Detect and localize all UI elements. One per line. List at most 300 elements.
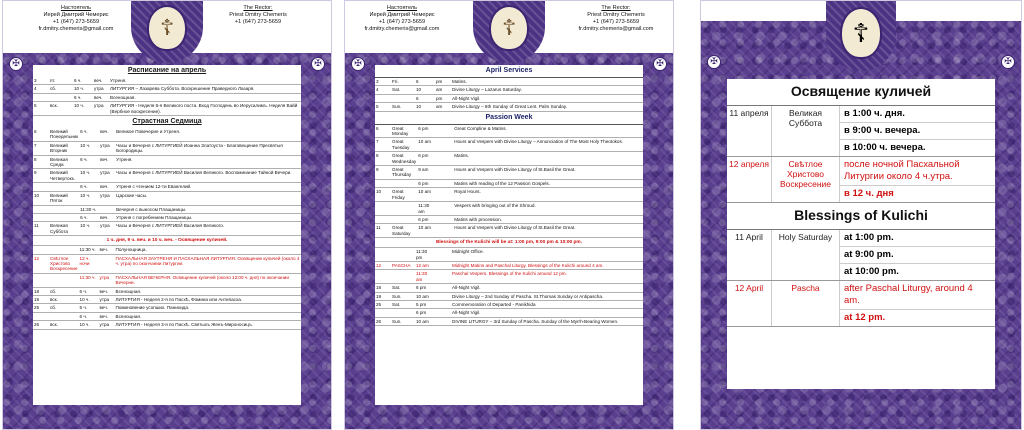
date-cell: 9: [33, 169, 49, 183]
event-cell: Великое Повечерие и Утреня.: [115, 128, 301, 141]
event-cell: Divine Liturgy – Lazarus Saturday.: [451, 86, 643, 94]
period-cell: веч.: [93, 77, 109, 85]
event-cell: DIVINE LITURGY – 3rd Sunday of Pascha. Sunday of the Myrrh-Bearing Women.: [451, 317, 643, 325]
event-cell: Matins with procession.: [453, 215, 643, 223]
date-cell: [375, 309, 391, 317]
weekday-cell: [49, 205, 79, 213]
time-cell: 6 ч.: [79, 128, 99, 141]
table-row: [375, 188, 643, 202]
time-cell: 11:30 pm: [415, 248, 435, 261]
period-cell: [435, 309, 451, 317]
period-cell: [435, 248, 451, 261]
weekday-cell: Великий Пяток: [49, 191, 79, 205]
date-cell: [375, 94, 391, 102]
date-cell: 6: [375, 125, 391, 138]
period-cell: веч.: [99, 312, 115, 320]
time-entry: в 9:00 ч. вечера.: [840, 123, 995, 140]
table-row: [33, 312, 301, 320]
table-row: [375, 103, 643, 111]
header-rector-en: The Rector: Priest Dmitry Chemeris +1 (647) 273-5659 fr.dmitry.chemeris@gmail.com: [578, 5, 654, 32]
weekday-cell: вск.: [49, 102, 73, 116]
table-row: [375, 300, 643, 308]
date-cell: [33, 183, 49, 191]
time-entry: в 10:00 ч. вечера.: [844, 142, 926, 153]
event-cell: Divine Liturgy – 6th Sunday of Great Lent. Palm Sunday.: [451, 103, 643, 111]
table-row: [375, 152, 643, 166]
cross-icon: ✠: [311, 57, 325, 71]
table-row: [375, 261, 643, 269]
time-entry: в 12 ч. дня: [844, 188, 894, 199]
time-cell: 6 pm: [415, 309, 435, 317]
event-cell: ЛИТУРГИЯ - Неделя 3-я по Пасхѣ. Святыхъ Женъ-Мироносицъ.: [115, 321, 301, 329]
event-cell: Вечерня с выносом Плащаницы.: [115, 205, 301, 213]
weekday-cell: пт.: [49, 77, 73, 85]
event-cell: Royal Hours.: [453, 188, 643, 202]
time-cell: 10 ч.: [79, 169, 99, 183]
table-row: [375, 138, 643, 152]
weekday-cell: Sun.: [391, 292, 415, 300]
easter-table: [375, 248, 643, 326]
date-cell: 5: [375, 103, 391, 111]
time-cell: 10 ч.: [73, 102, 93, 116]
period-cell: утра: [93, 85, 109, 93]
time-cell: 11:30 ч.: [79, 205, 99, 213]
period-cell: утра: [99, 295, 115, 303]
table-row: [33, 321, 301, 329]
event-cell: Утреня.: [115, 155, 301, 169]
table-row: [33, 93, 301, 101]
day-cell: Великая Суббота: [771, 106, 839, 156]
period-cell: веч.: [99, 128, 115, 141]
cross-icon: ✠: [9, 57, 23, 71]
passion-week-table: [33, 128, 301, 236]
date-cell: 4: [375, 86, 391, 94]
weekday-cell: [391, 270, 415, 284]
table-row: [33, 183, 301, 191]
time-cell: 6 pm: [417, 179, 437, 187]
weekday-cell: Great Monday: [391, 125, 417, 138]
table-row: [375, 215, 643, 223]
date-cell: 10: [33, 191, 49, 205]
time-cell: 10 am: [415, 292, 435, 300]
theotokos-icon: ☦: [489, 5, 529, 51]
event-cell: ПАСХАЛЬНАЯ ВЕЧЕРНЯ. Освящение куличей (около 12:00 ч. дня) по окончании Вечерни.: [115, 273, 301, 287]
time-entry: after Paschal Liturgy, around 4 am.: [840, 281, 995, 310]
day-cell: Pascha: [771, 281, 839, 326]
weekday-cell: Великая Среда: [49, 155, 79, 169]
table-row: [375, 309, 643, 317]
sheet-header: [3, 1, 331, 53]
period-cell: веч.: [99, 287, 115, 295]
time-cell: 12 ч. ночи: [79, 254, 99, 273]
event-cell: Царские часы.: [115, 191, 301, 205]
time-cell: 6 ч.: [79, 213, 99, 221]
weekday-cell: вск.: [49, 295, 79, 303]
theotokos-icon: ☦: [147, 5, 187, 51]
table-row: [33, 304, 301, 312]
time-cell: 10 am: [415, 317, 435, 325]
date-cell: 25: [375, 300, 391, 308]
weekday-cell: Sun.: [391, 317, 415, 325]
date-cell: 11: [33, 222, 49, 236]
table-row: [375, 270, 643, 284]
table-row: [33, 128, 301, 141]
weekday-cell: [49, 312, 79, 320]
time-entry: at 10:00 pm.: [844, 266, 899, 277]
period-cell: am: [435, 103, 451, 111]
time-cell: 10 ч.: [79, 141, 99, 155]
date-cell: 8: [33, 155, 49, 169]
table-row: [33, 287, 301, 295]
sheet-russian-schedule: [2, 0, 332, 430]
time-cell: 10 am: [417, 224, 437, 238]
schedule-panel: [33, 65, 301, 405]
weekday-cell: Свѣтлое Христово Воскресение: [50, 255, 78, 272]
week-title: Passion Week: [375, 112, 643, 125]
event-cell: Matins with reading of the 12 Passion Gospels.: [453, 179, 643, 187]
time-cell: 6 pm: [417, 125, 437, 138]
time-cell: 10 ч.: [79, 321, 99, 329]
period-cell: веч.: [99, 183, 115, 191]
time-cell: 5 ч.: [79, 304, 99, 312]
event-cell: All-Night Vigil.: [451, 94, 643, 102]
time-entry: at 12 pm.: [844, 312, 886, 323]
time-cell: 6 ч.: [79, 312, 99, 320]
period-cell: утра: [99, 273, 115, 287]
event-cell: Great Compline & Matins.: [453, 125, 643, 138]
date-cell: 12 апреля: [729, 159, 769, 169]
event-cell: ПАСХАЛЬНАЯ ЗАУТРЕНЯ И ПАСХАЛЬНАЯ ЛИТУРГИЯ. Освящение куличей (около 4 ч. утра) по окончании Литургии.: [115, 254, 301, 273]
table-row: [33, 254, 301, 273]
weekday-cell: [391, 309, 415, 317]
kulichi-note: Blessings of the Kulichi will be at: 1:00 pm, 9:00 pm & 10:00 pm.: [375, 238, 643, 248]
event-cell: Утреня.: [109, 77, 301, 85]
event-cell: Часы и Вечерня с ЛИТУРГИЕЙ Иоанна Златоуста - Благовещение Пресвятыя Богородицы.: [115, 141, 301, 155]
event-cell: Midnight Office.: [451, 248, 643, 261]
period-cell: [437, 215, 453, 223]
event-cell: Полунощница.: [115, 246, 301, 254]
period-cell: веч.: [99, 155, 115, 169]
period-cell: [435, 261, 451, 269]
table-row: [375, 86, 643, 94]
table-row: [375, 292, 643, 300]
time-cell: 12 am: [415, 261, 435, 269]
time-cell: 11:30 ч.: [79, 273, 99, 287]
schedule-table: [33, 77, 301, 116]
weekday-cell: [49, 246, 79, 254]
times-cell: [839, 230, 995, 280]
event-cell: Divine Liturgy – 2nd Sunday of Pascha. St.Thomas Sunday or Antipascha.: [451, 292, 643, 300]
date-cell: [375, 248, 391, 261]
period-cell: утра: [99, 222, 115, 236]
date-cell: 11: [375, 224, 391, 238]
event-cell: Поминовение усопших. Панихида.: [115, 304, 301, 312]
times-cell: [839, 106, 995, 156]
table-row: [375, 202, 643, 216]
date-cell: 3: [33, 77, 49, 85]
period-cell: [435, 317, 451, 325]
table-row: [375, 284, 643, 292]
event-cell: Утреня с чтением 12-ти Евангелий.: [115, 183, 301, 191]
weekday-cell: Sun.: [391, 103, 415, 111]
period-cell: веч.: [99, 246, 115, 254]
date-cell: [375, 202, 391, 216]
date-cell: 19: [375, 292, 391, 300]
sheet-header: [345, 1, 673, 53]
time-cell: 6 ч.: [79, 287, 99, 295]
time-cell: 6 ч.: [73, 77, 93, 85]
period-cell: веч.: [93, 93, 109, 101]
week-title: Страстная Седмица: [132, 118, 202, 126]
table-row: [375, 166, 643, 180]
event-cell: Hours and Vespers with Divine Liturgy of St.Basil the Great.: [453, 166, 643, 180]
period-cell: [437, 224, 453, 238]
weekday-cell: [391, 179, 417, 187]
period-cell: [99, 205, 115, 213]
period-cell: утра: [99, 169, 115, 183]
period-cell: am: [435, 86, 451, 94]
list-item: [727, 106, 995, 157]
times-cell: [839, 281, 995, 326]
table-row: [33, 213, 301, 221]
cross-icon: ✠: [1001, 55, 1015, 69]
date-cell: 8: [375, 152, 391, 166]
table-row: [375, 224, 643, 238]
header-rector-ru: Настоятель Иерей Дмитрий Чемерис +1 (647) 273-5659 fr.dmitry.chemeris@gmail.com: [364, 5, 440, 32]
time-cell: 6: [415, 94, 435, 102]
period-cell: [437, 188, 453, 202]
time-cell: 10 ч.: [79, 222, 99, 236]
date-cell: 25: [33, 304, 49, 312]
period-cell: [437, 202, 453, 216]
theotokos-icon: ☦: [840, 7, 882, 59]
date-cell: 26: [33, 321, 49, 329]
event-cell: ЛИТУРГИЯ - Неделя 6-я Великого поста. Вход Господень во Иерусалимъ. Неделя Вайй (Вербное воскресение).: [109, 102, 301, 116]
date-cell: 9: [375, 166, 391, 180]
easter-table: [33, 246, 301, 329]
time-cell: 6 ч.: [73, 93, 93, 101]
day-cell: Свѣтлое Христово Воскресение: [771, 157, 839, 202]
schedule-table: [375, 78, 643, 112]
date-cell: [375, 179, 391, 187]
table-row: [33, 295, 301, 303]
table-row: [375, 78, 643, 86]
period-cell: [435, 284, 451, 292]
table-row: [33, 273, 301, 287]
weekday-cell: Great Saturday: [391, 224, 417, 238]
weekday-cell: Great Thursday: [391, 166, 417, 180]
table-row: [375, 248, 643, 261]
event-cell: ЛИТУРГИЯ – Лазарева Суббота. Воскрешение Праведного Лазаря.: [109, 85, 301, 93]
date-cell: [375, 215, 391, 223]
period-cell: [437, 125, 453, 138]
table-row: [33, 85, 301, 93]
list-item: [727, 281, 995, 327]
event-cell: Paschal Vespers. Blessings of the Kulichi around 12 pm.: [451, 270, 643, 284]
weekday-cell: Sat.: [391, 300, 415, 308]
event-cell: Всенощная.: [109, 93, 301, 101]
weekday-cell: [391, 202, 417, 216]
date-cell: [375, 270, 391, 284]
event-cell: Hours and Vespers with Divine Liturgy of St.Basil the Great.: [453, 224, 643, 238]
time-cell: 11:30 ч.: [79, 246, 99, 254]
time-entry: at 1:00 pm.: [840, 230, 995, 247]
blessings-ru-list: [727, 106, 995, 203]
date-cell: 19: [33, 295, 49, 303]
event-cell: Всенощная.: [115, 287, 301, 295]
period-cell: утра: [99, 191, 115, 205]
time-cell: 10 ч.: [79, 191, 99, 205]
weekday-cell: вск.: [49, 321, 79, 329]
weekday-cell: [49, 183, 79, 191]
weekday-cell: [391, 248, 415, 261]
date-cell: [33, 93, 49, 101]
time-entry: после ночной Пасхальной Литургии около 4 ч.утра.: [840, 157, 995, 186]
weekday-cell: Великая Суббота: [49, 222, 79, 236]
period-cell: утра: [99, 141, 115, 155]
date-cell: 26: [375, 317, 391, 325]
period-cell: [437, 152, 453, 166]
date-cell: [33, 273, 49, 287]
weekday-cell: сб.: [49, 85, 73, 93]
weekday-cell: Великий Вторник: [49, 141, 79, 155]
table-row: [33, 222, 301, 236]
schedule-title: Расписание на апрель: [127, 67, 207, 74]
weekday-cell: Sat.: [391, 284, 415, 292]
event-cell: Midnight Matins and Paschal Liturgy. Blessings of the Kulichi around 4 am.: [451, 261, 643, 269]
period-cell: [437, 179, 453, 187]
weekday-cell: сб.: [49, 304, 79, 312]
event-cell: Matins.: [453, 152, 643, 166]
time-cell: 6 ч.: [79, 183, 99, 191]
period-cell: веч.: [99, 304, 115, 312]
event-cell: Vespers with bringing out of the Shroud.: [453, 202, 643, 216]
weekday-cell: [49, 213, 79, 221]
event-cell: Hours and Vespers with Divine Liturgy – Annunciation of The Most Holy Theotokos.: [453, 138, 643, 152]
weekday-cell: [49, 93, 73, 101]
period-cell: [435, 270, 451, 284]
weekday-cell: Великий Понедельник: [50, 129, 79, 140]
date-cell: 12: [375, 261, 391, 269]
date-cell: 3: [375, 78, 391, 86]
weekday-cell: [49, 273, 79, 287]
weekday-cell: Fri.: [391, 78, 415, 86]
time-cell: 11:30 am: [415, 270, 435, 284]
period-cell: [435, 300, 451, 308]
weekday-cell: Great Tuesday: [391, 138, 417, 152]
passion-week-table: [375, 125, 643, 239]
event-cell: Commemoration of Departed - Panikhida: [451, 300, 643, 308]
day-cell: Holy Saturday: [771, 230, 839, 280]
date-cell: 12: [33, 254, 49, 273]
table-row: [33, 191, 301, 205]
time-cell: 9 am: [417, 166, 437, 180]
weekday-cell: сб.: [49, 287, 79, 295]
time-cell: 10 am: [417, 188, 437, 202]
time-cell: 10: [415, 86, 435, 94]
time-cell: 10: [415, 103, 435, 111]
date-cell: 6: [33, 128, 49, 141]
blessings-panel: [727, 79, 995, 389]
table-row: [33, 246, 301, 254]
date-cell: 12 April: [734, 283, 764, 293]
time-cell: 10 ч.: [73, 85, 93, 93]
cross-icon: ✠: [351, 57, 365, 71]
date-cell: [33, 312, 49, 320]
event-cell: Часы и Вечерня с ЛИТУРГИЕЙ Василия Великого. Воспоминание Тайной Вечери.: [115, 169, 301, 183]
table-row: [33, 141, 301, 155]
title-russian: Освящение куличей: [727, 79, 995, 106]
date-cell: 11 April: [735, 232, 763, 242]
times-cell: [839, 157, 995, 202]
event-cell: Часы и Вечерня с ЛИТУРГИЕЙ Василия Великого.: [115, 222, 301, 236]
title-english: Blessings of Kulichi: [727, 203, 995, 230]
period-cell: утра: [99, 321, 115, 329]
event-cell: Matins.: [451, 78, 643, 86]
kulichi-note: 1 ч. дня, 9 ч. веч. и 10 ч. веч. - Освящение куличей.: [33, 236, 301, 246]
period-cell: утра: [93, 102, 109, 116]
period-cell: pm: [435, 94, 451, 102]
sheet-english-schedule: [344, 0, 674, 430]
list-item: [727, 157, 995, 203]
list-item: [727, 230, 995, 281]
date-cell: 18: [375, 284, 391, 292]
time-entry: в 1:00 ч. дня.: [840, 106, 995, 123]
header-rector-ru: Настоятель Иерей Дмитрий Чемерис +1 (647) 273-5659 fr.dmitry.chemeris@gmail.com: [38, 5, 114, 32]
time-entry: at 9:00 pm.: [840, 247, 995, 264]
table-row: [33, 205, 301, 213]
time-cell: 6 pm: [417, 152, 437, 166]
date-cell: [33, 213, 49, 221]
event-cell: All-Night Vigil.: [451, 309, 643, 317]
event-cell: ЛИТУРГИЯ - Неделя 2-я по Пасхѣ, Фомина или Антипасха.: [115, 295, 301, 303]
sheet-kulichi-blessings: [700, 0, 1022, 430]
time-cell: 6 pm: [417, 215, 437, 223]
table-row: [33, 169, 301, 183]
period-cell: [437, 166, 453, 180]
schedule-panel: [375, 65, 643, 405]
time-cell: 11:30 am: [417, 202, 437, 216]
period-cell: [437, 138, 453, 152]
event-cell: Всенощная.: [115, 312, 301, 320]
time-cell: 6 ч.: [79, 155, 99, 169]
date-cell: 7: [375, 138, 391, 152]
event-cell: Утреня с погребением Плащаницы.: [115, 213, 301, 221]
date-cell: [33, 246, 49, 254]
header-rector-en: The Rector: Priest Dmitry Chemeris +1 (647) 273-5659: [229, 5, 287, 25]
time-cell: 10 am: [417, 138, 437, 152]
date-cell: 18: [33, 287, 49, 295]
weekday-cell: [391, 94, 415, 102]
period-cell: [435, 292, 451, 300]
table-row: [375, 94, 643, 102]
date-cell: 5: [33, 102, 49, 116]
time-cell: 10 ч.: [79, 295, 99, 303]
table-row: [33, 77, 301, 85]
date-cell: 10: [375, 188, 391, 202]
table-row: [375, 125, 643, 138]
date-cell: 4: [33, 85, 49, 93]
table-row: [33, 155, 301, 169]
time-cell: 5 pm: [415, 300, 435, 308]
weekday-cell: PASCHA: [391, 261, 415, 269]
date-cell: [33, 205, 49, 213]
cross-icon: ✠: [707, 55, 721, 69]
weekday-cell: Great Wednesday: [392, 153, 417, 164]
cross-icon: ✠: [653, 57, 667, 71]
date-cell: 7: [33, 141, 49, 155]
event-cell: All-Night Vigil.: [451, 284, 643, 292]
